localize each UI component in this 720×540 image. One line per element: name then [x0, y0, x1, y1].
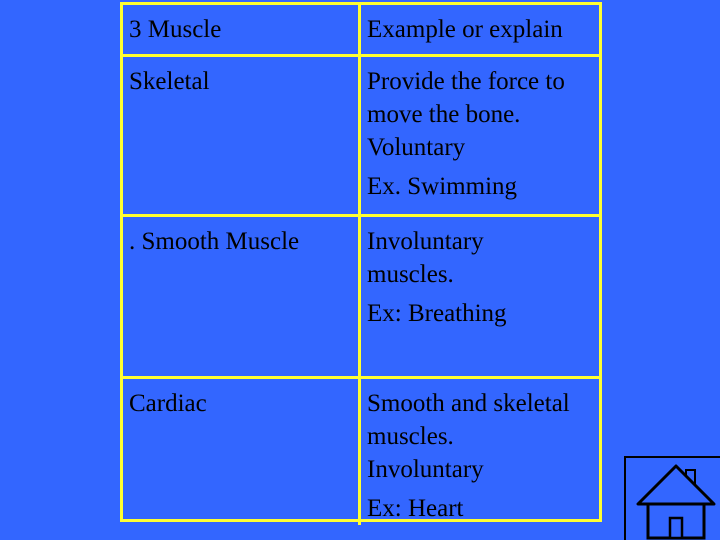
home-icon	[634, 464, 718, 540]
muscle-table	[120, 2, 602, 522]
table-row-smooth-detail	[361, 217, 599, 379]
detail-line: muscles.	[367, 261, 454, 288]
table-row-cardiac-name	[123, 379, 361, 525]
table-row-skeletal-detail	[361, 57, 599, 217]
detail-line: Smooth and skeletal	[367, 390, 570, 417]
detail-line: Involuntary	[367, 456, 484, 483]
muscle-name: Skeletal	[129, 68, 210, 95]
header-cell-explain	[361, 5, 599, 57]
detail-line: muscles.	[367, 423, 454, 450]
header-label-explain: Example or explain	[367, 16, 563, 43]
example-text: Ex. Swimming	[367, 173, 518, 200]
table-row-smooth-name	[123, 217, 361, 379]
header-label-muscle: 3 Muscle	[129, 16, 222, 43]
table-row-cardiac-detail	[361, 379, 599, 525]
header-cell-muscle	[123, 5, 361, 57]
home-button[interactable]	[624, 456, 720, 540]
detail-line: move the bone.	[367, 101, 521, 128]
detail-line: Provide the force to	[367, 68, 565, 95]
detail-line: Voluntary	[367, 134, 466, 161]
table-row-skeletal-name	[123, 57, 361, 217]
example-text: Ex: Heart	[367, 495, 464, 522]
detail-line: Involuntary	[367, 228, 484, 255]
example-text: Ex: Breathing	[367, 300, 507, 327]
muscle-name: Cardiac	[129, 390, 207, 417]
muscle-name: . Smooth Muscle	[129, 228, 300, 255]
